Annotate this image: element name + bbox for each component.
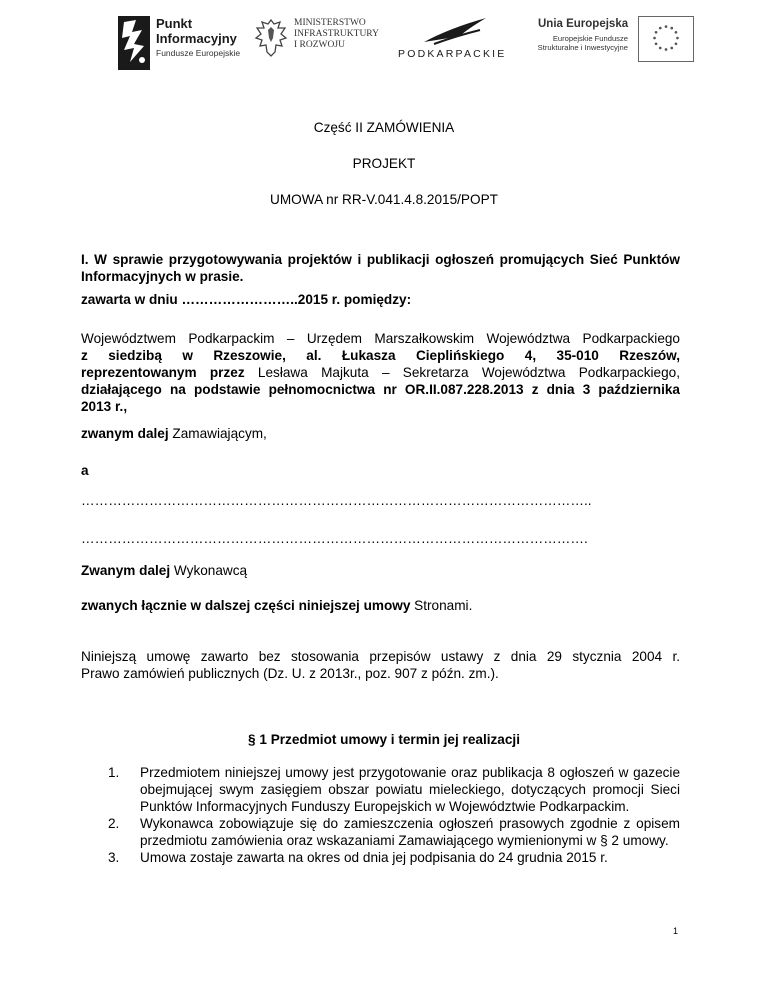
list-item: 3. Umowa zostaje zawarta na okres od dnia jej podpisania do 24 grudnia 2015 r. [108,850,608,865]
podkarpackie-wordmark: PODKARPACKIE [398,48,507,60]
section-heading: I. W sprawie przygotowywania projektów i publikacji ogłoszeń promujących Sieć Punktów Informacyjnych w prasie. [81,252,680,284]
punkt-informacyjny-subtitle: Fundusze Europejskie [156,48,241,58]
logo-bar [118,14,694,74]
called-client: zwanym dalej Zamawiającym, [81,426,267,441]
legal-basis: Niniejszą umowę zawarto bez stosowania przepisów ustawy z dnia 29 stycznia 2004 r. Prawo zamówień publicznych (Dz. U. z 2013r., poz. 907 z późn. zm.). [81,649,680,681]
paragraph-1-title: § 1 Przedmiot umowy i termin jej realizacji [248,732,520,747]
list-item: 2. Wykonawca zobowiązuje się do zamieszczenia ogłoszeń prasowych zgodnie z opisem przedmiotu zamówienia oraz wskazaniami Zamawiającego wymienionymi w § 2 umowy. [108,816,680,848]
contractor-placeholder-1: ………………………………………………………………………………………………….. [81,493,592,508]
part-title: Część II ZAMÓWIENIA [313,120,455,135]
contractor-placeholder-2: …………………………………………………………………………………………………. [81,531,588,546]
punkt-informacyjny-title: Punkt Informacyjny [156,16,237,46]
ministry-logo [254,14,384,74]
page-number: 1 [672,926,678,936]
eagle-emblem-icon [254,16,288,60]
eu-flag-icon [638,16,694,62]
podkarpackie-logo [398,14,514,74]
punkt-informacyjny-mark-icon [118,16,150,70]
podkarpackie-mountain-icon [420,16,490,46]
eu-name: Unia Europejska [538,18,629,30]
called-parties: zwanych łącznie w dalszej części niniejszej umowy Stronami. [81,598,473,613]
project-label: PROJEKT [352,156,416,171]
eu-logo [520,14,696,74]
conjunction-and: a [81,463,89,478]
paragraph-1-list [108,764,680,866]
concluded-on: zawarta w dniu ……………………..2015 r. pomiędzy: [81,292,412,307]
party-client: Województwem Podkarpackim – Urzędem Marszałkowskim Województwa Podkarpackiego z siedzibą w Rzeszowie, al. Łukasza Cieplińskiego 4, 35-010 Rzeszów, reprezentowanym przez Lesława Majkuta – Sekretarza Województwa Podkarpackiego, działającego na podstawie pełnomocnictwa nr OR.II.087.228.2013 z dnia 3 października 2013 r., [81,331,680,414]
contract-number: UMOWA nr RR-V.041.4.8.2015/POPT [270,192,498,207]
ministry-name: MINISTERSTWO INFRASTRUKTURY I ROZWOJU [294,18,379,50]
list-item: 1. Przedmiotem niniejszej umowy jest przygotowanie oraz publikacja 8 ogłoszeń w gazecie obejmującej swym zasięgiem obszar powiatu mieleckiego, dotyczących promocji Sieci Punktów Informacyjnych Funduszy Europejskich w Województwie Podkarpackim. [108,765,680,814]
punkt-informacyjny-logo [118,14,243,74]
eu-subtitle: Europejskie Fundusze Strukturalne i Inwestycyjne [537,34,628,52]
called-contractor: Zwanym dalej Wykonawcą [81,563,248,578]
